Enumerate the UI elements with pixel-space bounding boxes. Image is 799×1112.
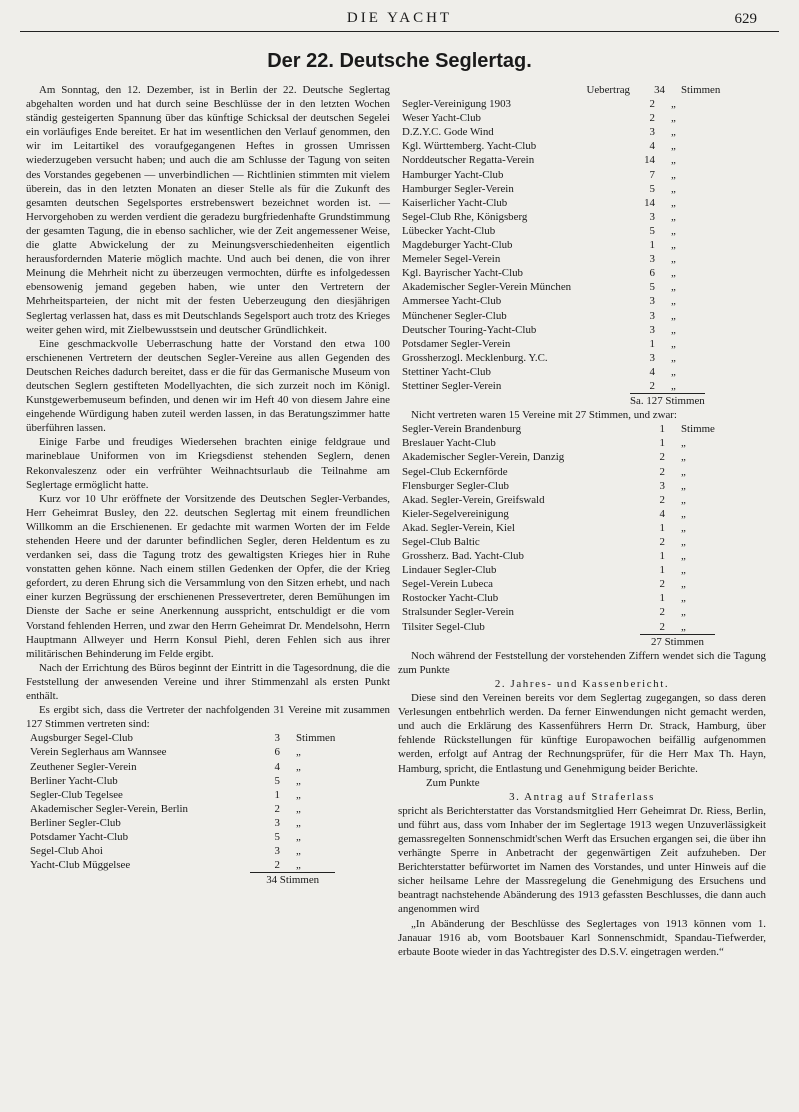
- vote-count: 4: [649, 365, 655, 378]
- club-name: Akademischer Segler-Verein, Berlin: [30, 802, 188, 815]
- table-row: [402, 535, 715, 549]
- vote-count: 3: [649, 323, 655, 336]
- club-name: Akad. Segler-Verein, Kiel: [402, 521, 515, 534]
- right-column: [398, 83, 766, 959]
- table-row: [402, 351, 705, 365]
- table-row: [30, 830, 335, 844]
- table-row: [402, 323, 705, 337]
- vote-unit: „: [671, 239, 676, 252]
- vote-count: 5: [649, 182, 655, 195]
- vote-unit: „: [681, 465, 686, 478]
- table-row: [402, 465, 715, 479]
- section-heading-2: 2. Jahres- und Kassenbericht.: [494, 677, 670, 690]
- club-name: Segel-Verein Lubeca: [402, 578, 494, 591]
- paragraph: Am Sonntag, den 12. Dezember, ist in Berlin der 22. Deutsche Seglertag abgehalten worden und hat durch seine Beschlüsse der in den letzten Wochen ständig gesteigerten Spannung über das künftige Schicksal der deutschen Segelei ein vorläufiges Ende bereitet. Er hat im wesentlichen den Verlauf genommen, den wir im Leitartikel des voraufgegangenen Heftes in grossen Umrissen wiederzugeben versucht haben; und auch die am Schlusse der Tagung von seiten des Vorstandes gegebenen — unverbindlichen — Richtlinien stimmten mit vielem überein, das in den letzten Monaten an dieser Stelle als für die Zukunft des gesamten deutschen Segelsportes erstrebenswert bezeichnet worden ist. — Hervorgehoben zu werden verdient die geradezu burgfriedenhafte Grundstimmung der gesamten Tagung, die in ebenso sachlicher, wie der Zeit angemessener Weise, die glatte Abwickelung der zu Meinungsverschiedenheiten eigentlich herausfordernden Materie möglich machte. Und auch bei denen, die von ihrer Meinung die Mehrheit nicht zu überzeugen vermochten, dürfte es infolgedessen ebensowenig jemand gegeben haben, wie unter den Vertretern der Mehrheitsparteien, der nicht mit der festen Ueberzeugung den diesjährigen Seglertag verlassen hat, dass es mit Deutschlands Segelsport auch trotz des Krieges weiter gehen wird, mit Zielbewusstsein und deutscher Gründlichkeit.: [26, 84, 390, 336]
- vote-count: 1: [659, 564, 665, 577]
- club-name: Memeler Segel-Verein: [402, 253, 501, 266]
- club-name: Augsburger Segel-Club: [30, 732, 133, 745]
- vote-count: 2: [659, 451, 665, 464]
- vote-count: 2: [659, 606, 665, 619]
- vote-count: 1: [659, 521, 665, 534]
- club-name: Kieler-Segelvereinigung: [402, 507, 509, 520]
- club-name: Kgl. Bayrischer Yacht-Club: [402, 267, 523, 280]
- page-header: [0, 10, 799, 30]
- table-row: [30, 745, 335, 759]
- carry-over-votes: 34: [654, 84, 665, 96]
- club-name: Deutscher Touring-Yacht-Club: [402, 323, 537, 336]
- vote-unit: „: [296, 774, 301, 787]
- vote-count: 5: [274, 830, 280, 843]
- vote-unit: „: [671, 196, 676, 209]
- club-name: Potsdamer Yacht-Club: [30, 830, 129, 843]
- table-row: [402, 111, 705, 125]
- vote-unit: „: [681, 592, 686, 605]
- club-name: Flensburger Segler-Club: [402, 479, 509, 492]
- table-row: [402, 337, 705, 351]
- club-name: Kgl. Württemberg. Yacht-Club: [402, 140, 537, 153]
- total-votes: 34 Stimmen: [250, 873, 335, 888]
- table-row: [30, 788, 335, 802]
- vote-unit: „: [296, 788, 301, 801]
- club-name: Stralsunder Segler-Verein: [402, 606, 514, 619]
- club-name: Hamburger Yacht-Club: [402, 168, 504, 181]
- club-name: Verein Seglerhaus am Wannsee: [30, 746, 167, 759]
- vote-count: 3: [649, 253, 655, 266]
- club-name: Akademischer Segler-Verein München: [402, 281, 572, 294]
- vote-unit: „: [671, 112, 676, 125]
- vote-count: 2: [274, 859, 280, 872]
- table-row: [402, 422, 715, 436]
- paragraph: spricht als Berichterstatter das Vorstandsmitglied Herr Geheimrat Dr. Riess, Berlin, und führt aus, dass vom Inhaber der im Seglertage 1913 wegen Unzuverlässigkeit gemassregelten Sonnenschmidt'schen Werft das Ersuchen ergangen sei, die über ihn verhängte Sperre in Anbetracht der gegenwärtigen Zeit aufzuheben. Der Berichterstatter befürwortet im Namen des Vorstandes, und unter Hinweis auf die sicher heilsame Lehre der Massregelung die Genehmigung des Ersuchens und beantragt nachstehende Abänderung des 1913 gefassten Beschlusses, die dann auch angenommen wird: [398, 804, 766, 916]
- journal-title: DIE YACHT: [346, 10, 453, 26]
- paragraph: Diese sind den Vereinen bereits vor dem Seglertag zugegangen, so dass deren Verlesungen entbehrlich werden. Da ferner Einwendungen nicht gemacht werden, und auch die Erklärung des Kassenführers Herrn Dr. Strack, Hamburg, über fehlende Rückstellungen für künftige Europawochen beifällig aufgenommen werden, erfolgt auf Antrag der Rechnungsprüfer, für die Herr Max Th. Hayn, Hamburg, spricht, die Entlastung und Genehmigung beider Berichte.: [398, 692, 766, 775]
- table-row: [402, 97, 705, 111]
- vote-count: 3: [274, 732, 280, 745]
- total-spacer: [402, 394, 630, 409]
- vote-count: 2: [659, 493, 665, 506]
- total-row: [402, 394, 705, 409]
- vote-unit: „: [671, 267, 676, 280]
- paragraph: Nach der Errichtung des Büros beginnt der Eintritt in die Tagesordnung, die die Feststellung der anwesenden Vereine und ihrer Stimmenzahl als ersten Punkt enthält.: [26, 661, 390, 703]
- club-name: Segler-Verein Brandenburg: [402, 423, 522, 436]
- table-row: [402, 309, 705, 323]
- vote-unit: „: [671, 253, 676, 266]
- vote-count: 14: [644, 154, 655, 167]
- vote-unit: „: [671, 168, 676, 181]
- article-title: Der 22. Deutsche Seglertag.: [267, 50, 532, 72]
- club-name: Ammersee Yacht-Club: [402, 295, 502, 308]
- paragraph: Kurz vor 10 Uhr eröffnete der Vorsitzende des Deutschen Segler-Verbandes, Herr Geheimrat Busley, den 22. deutschen Seglertag mit einem freundlichen Willkomm an die Erschienenen. Er gedachte mit warmen Worten der im Felde stehenden Heere und der darunter befindlichen Segler, deren Heldentum es zu verdanken sei, dass die Tagung trotz des gewaltigsten Krieges hier in Ruhe vonstatten gehen könne. Nach einem stillen Gedenken der Opfer, die der Krieg gefordert, zu deren Ehrung sich die Versammlung von den Sitzen erhebt, und nach einer kurzen Begrüssung der erschienenen Pressevertreter, deren Bemühungen im Dienste der Sache er seine Anerkennung ausspricht, entschuldigt er die vom Vorstand fehlenden Herren, und zwar den Herrn Geheimrat Dr. Mendelsohn, Herrn Hauptmann Allweyer und Herrn Konsul Piehl, deren Fehlen sich aus ihrer militärischen Behinderung im Felde ergibt.: [26, 492, 390, 660]
- vote-count: 1: [659, 423, 665, 436]
- table-row: [402, 280, 705, 294]
- club-name: Berliner Segler-Club: [30, 816, 121, 829]
- vote-count: 2: [659, 620, 665, 633]
- vote-unit: „: [681, 451, 686, 464]
- table-row: [402, 196, 705, 210]
- vote-unit: „: [671, 140, 676, 153]
- vote-unit: „: [671, 224, 676, 237]
- vote-unit: „: [296, 802, 301, 815]
- table-row: [402, 210, 705, 224]
- vote-unit: „: [681, 493, 686, 506]
- vote-count: 3: [649, 295, 655, 308]
- vote-unit: „: [671, 351, 676, 364]
- table-row: [30, 816, 335, 830]
- vote-unit: „: [671, 295, 676, 308]
- total-votes: 27 Stimmen: [640, 634, 715, 649]
- vote-unit: „: [681, 550, 686, 563]
- present-clubs-table-part2: [402, 97, 705, 408]
- vote-unit: „: [681, 564, 686, 577]
- vote-count: 1: [659, 550, 665, 563]
- table-row: [30, 760, 335, 774]
- vote-unit: „: [671, 281, 676, 294]
- club-name: Münchener Segler-Club: [402, 309, 507, 322]
- absent-intro: Nicht vertreten waren 15 Vereine mit 27 Stimmen, und zwar:: [411, 409, 677, 422]
- vote-unit: „: [681, 507, 686, 520]
- club-name: Grossherzogl. Mecklenburg. Y.C.: [402, 351, 548, 364]
- vote-unit: „: [671, 365, 676, 378]
- vote-count: 3: [649, 210, 655, 223]
- carry-over-unit: Stimmen: [681, 84, 721, 96]
- club-name: Segler-Vereinigung 1903: [402, 98, 511, 111]
- vote-count: 14: [644, 196, 655, 209]
- vote-unit: „: [671, 379, 676, 392]
- club-name: Lübecker Yacht-Club: [402, 224, 496, 237]
- club-name: Magdeburger Yacht-Club: [402, 239, 513, 252]
- table-row: [30, 858, 335, 873]
- vote-unit: „: [681, 521, 686, 534]
- vote-count: 2: [659, 465, 665, 478]
- vote-unit: „: [681, 606, 686, 619]
- table-row: [402, 252, 705, 266]
- table-row: [402, 577, 715, 591]
- absent-clubs-table: [402, 422, 715, 649]
- header-rule: [20, 31, 779, 32]
- vote-unit: „: [296, 760, 301, 773]
- paragraph: Noch während der Feststellung der vorstehenden Ziffern wendet sich die Tagung zum Punkte: [398, 649, 766, 676]
- total-row: [30, 873, 335, 888]
- club-name: Akad. Segler-Verein, Greifswald: [402, 493, 545, 506]
- club-name: Lindauer Segler-Club: [402, 564, 497, 577]
- table-row: [402, 493, 715, 507]
- section-heading-3: 3. Antrag auf Straferlass: [509, 790, 655, 803]
- club-name: Hamburger Segler-Verein: [402, 182, 514, 195]
- vote-unit: „: [671, 154, 676, 167]
- vote-unit: „: [681, 437, 686, 450]
- vote-count: 3: [274, 845, 280, 858]
- table-row: [402, 125, 705, 139]
- vote-count: 3: [649, 351, 655, 364]
- vote-unit: „: [681, 479, 686, 492]
- table-row: [402, 379, 705, 394]
- club-name: Akademischer Segler-Verein, Danzig: [402, 451, 565, 464]
- table-row: [402, 605, 715, 619]
- table-row: [402, 436, 715, 450]
- vote-count: 1: [659, 437, 665, 450]
- table-row: [402, 620, 715, 635]
- vote-count: 2: [659, 578, 665, 591]
- vote-unit: „: [671, 309, 676, 322]
- left-column: [26, 83, 390, 887]
- club-name: Grossherz. Bad. Yacht-Club: [402, 550, 524, 563]
- vote-unit: „: [671, 126, 676, 139]
- table-row: [402, 182, 705, 196]
- club-name: Weser Yacht-Club: [402, 112, 481, 125]
- vote-count: 1: [649, 239, 655, 252]
- club-name: D.Z.Y.C. Gode Wind: [402, 126, 494, 139]
- club-name: Stettiner Segler-Verein: [402, 379, 502, 392]
- vote-unit: „: [671, 182, 676, 195]
- vote-unit: Stimme: [681, 423, 715, 436]
- page-number: 629: [734, 11, 757, 27]
- table-row: [402, 521, 715, 535]
- table-row: [402, 224, 705, 238]
- carry-over-row: [402, 83, 720, 97]
- table-row: [402, 168, 705, 182]
- carry-over-label: Uebertrag: [586, 84, 630, 96]
- table-row: [30, 844, 335, 858]
- vote-unit: „: [671, 98, 676, 111]
- vote-unit: „: [681, 578, 686, 591]
- table-row: [30, 802, 335, 816]
- vote-unit: „: [671, 323, 676, 336]
- table-row: [402, 563, 715, 577]
- table-row: [402, 450, 715, 464]
- vote-count: 5: [649, 224, 655, 237]
- vote-count: 6: [274, 746, 280, 759]
- club-name: Segel-Club Ahoi: [30, 845, 103, 858]
- vote-count: 6: [649, 267, 655, 280]
- vote-unit: „: [296, 830, 301, 843]
- club-name: Norddeutscher Regatta-Verein: [402, 154, 535, 167]
- vote-count: 1: [659, 592, 665, 605]
- total-spacer: [402, 634, 640, 649]
- club-name: Tilsiter Segel-Club: [402, 620, 485, 633]
- vote-count: 3: [659, 479, 665, 492]
- club-name: Breslauer Yacht-Club: [402, 437, 496, 450]
- paragraph: Eine geschmackvolle Ueberraschung hatte der Vorstand den etwa 100 erschienenen Vertretern der deutschen Segler-Vereine aus allen Gegenden des Deutschen Reiches dadurch bereitet, dass er die für das Germanische Museum von deutschen Seglern gestifteten Modellyachten, die sich zurzeit noch im Königl. Kunstgewerbemuseum befinden, und denen wir im Heft 40 von diesem Jahre eine eingehende Würdigung haben zuteil werden lassen, in das Beratungszimmer hatte überführen lassen.: [26, 337, 390, 435]
- vote-unit: „: [671, 210, 676, 223]
- club-name: Segel-Club Eckernförde: [402, 465, 508, 478]
- vote-count: 2: [649, 112, 655, 125]
- quote: „In Abänderung der Beschlüsse des Seglertages von 1913 können vom 1. Janauar 1916 ab, vom Bootsbauer Karl Sonnenschmidt, Spandau-Tiefwerder, erbaute Boote wieder in das Yachtregister des D.S.V. eingetragen werden.“: [398, 917, 766, 958]
- table-row: [402, 266, 705, 280]
- total-votes: Sa. 127 Stimmen: [630, 395, 705, 408]
- vote-count: 1: [274, 788, 280, 801]
- vote-unit: „: [296, 746, 301, 759]
- vote-count: 2: [649, 98, 655, 111]
- club-name: Kaiserlicher Yacht-Club: [402, 196, 508, 209]
- vote-count: 3: [274, 816, 280, 829]
- vote-count: 3: [649, 309, 655, 322]
- table-row: [402, 294, 705, 308]
- club-name: Stettiner Yacht-Club: [402, 365, 491, 378]
- table-row: [402, 139, 705, 153]
- club-name: Segler-Club Tegelsee: [30, 788, 123, 801]
- table-row: [30, 731, 335, 745]
- vote-count: 7: [649, 168, 655, 181]
- vote-unit: „: [671, 337, 676, 350]
- vote-count: 3: [649, 126, 655, 139]
- table-row: [402, 591, 715, 605]
- vote-unit: „: [681, 620, 686, 633]
- club-name: Yacht-Club Müggelsee: [30, 859, 131, 872]
- vote-count: 2: [649, 379, 655, 392]
- vote-unit: „: [681, 536, 686, 548]
- table-row: [402, 365, 705, 379]
- table-row: [402, 479, 715, 493]
- table-row: [402, 153, 705, 167]
- club-name: Segel-Club Baltic: [402, 536, 480, 548]
- club-name: Zeuthener Segler-Verein: [30, 760, 137, 773]
- vote-unit: „: [296, 859, 301, 872]
- total-row: [402, 634, 715, 649]
- club-name: Berliner Yacht-Club: [30, 774, 118, 787]
- vote-count: 5: [274, 774, 280, 787]
- table-row: [402, 549, 715, 563]
- paragraph: Es ergibt sich, dass die Vertreter der nachfolgenden 31 Vereine mit zusammen 127 Stimmen vertreten sind:: [26, 704, 390, 731]
- zum-punkte: Zum Punkte: [426, 776, 480, 789]
- paragraph: Einige Farbe und freudiges Wiedersehen brachten einige feldgraue und marineblaue Uniformen von im Kriegsdienst stehenden Seglern, denen Rekonvaleszenz oder ein verfrühter Weihnachtsurlaub die Teilnahme am Seglertage ermöglicht hatte.: [26, 436, 390, 491]
- table-row: [402, 238, 705, 252]
- vote-unit: Stimmen: [296, 732, 336, 745]
- vote-unit: „: [296, 816, 301, 829]
- total-spacer: [30, 873, 250, 888]
- club-name: Potsdamer Segler-Verein: [402, 337, 511, 350]
- club-name: Segel-Club Rhe, Königsberg: [402, 210, 528, 223]
- vote-count: 2: [274, 802, 280, 815]
- table-row: [30, 774, 335, 788]
- present-clubs-table-part1: [30, 731, 335, 887]
- table-row: [402, 507, 715, 521]
- vote-unit: „: [296, 845, 301, 858]
- club-name: Rostocker Yacht-Club: [402, 592, 499, 605]
- vote-count: 4: [649, 140, 655, 153]
- vote-count: 5: [649, 281, 655, 294]
- vote-count: 4: [274, 760, 280, 773]
- vote-count: 1: [649, 337, 655, 350]
- vote-count: 4: [659, 507, 665, 520]
- vote-count: 2: [659, 536, 665, 548]
